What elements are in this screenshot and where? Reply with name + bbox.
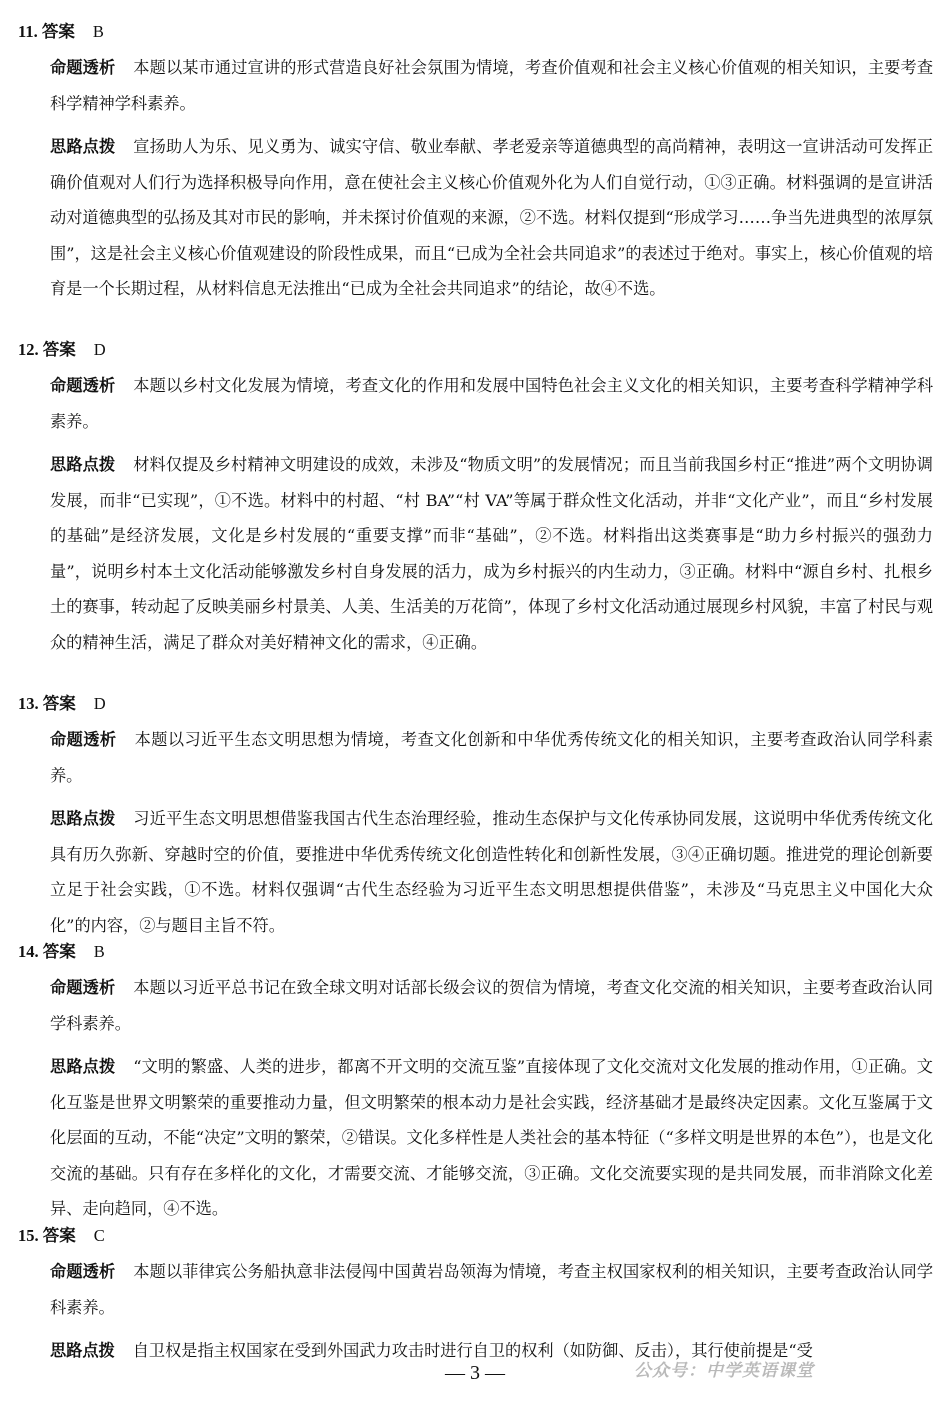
hint-text: 宣扬助人为乐、见义勇为、诚实守信、敬业奉献、孝老爱亲等道德典型的高尚精神，表明这一宣讲活动可发挥正确价值观对人们行为选择积极导向作用，意在使社会主义核心价值观外化为人们自觉行动，①③正确。材料强调的是宣讲活动对道德典型的弘扬及其对市民的影响，并未探讨价值观的来源，②不选。材料仅提到“形成学习……争当先进典型的浓厚氛围”，这是社会主义核心价值观建设的阶段性成果，而且“已成为全社会共同追求”的表述过于绝对。事实上，核心价值观的培育是一个长期过程，从材料信息无法推出“已成为全社会共同追求”的结论，故④不选。 (50, 137, 933, 298)
answer-letter: B (92, 22, 104, 41)
intent-paragraph (50, 970, 933, 1041)
intent-text: 本题以习近平总书记在致全球文明对话部长级会议的贺信为情境，考查文化交流的相关知识，主要考查政治认同学科素养。 (50, 978, 933, 1033)
intent-label: 命题透析 (50, 1262, 116, 1281)
hint-text: “文明的繁盛、人类的进步，都离不开文明的交流互鉴”直接体现了文化交流对文化发展的推动作用，①正确。文化互鉴是世界文明繁荣的重要推动力量，但文明繁荣的根本动力是社会实践，经济基础才是最终决定因素。文化互鉴属于文化层面的互动，不能“决定”文明的繁荣，②错误。文化多样性是人类社会的基本特征（“多样文明是世界的本色”），也是文化交流的基础。只有存在多样化的文化，才需要交流、才能够交流，③正确。文化交流要实现的是共同发展，而非消除文化差异、走向趋同，④不选。 (50, 1057, 933, 1218)
hint-paragraph (50, 129, 933, 307)
hint-label: 思路点拨 (50, 455, 116, 474)
question-number: 15. 答案 (18, 1226, 76, 1245)
hint-text: 自卫权是指主权国家在受到外国武力攻击时进行自卫的权利（如防御、反击），其行使前提是“受 (132, 1341, 813, 1360)
question-head (18, 22, 933, 42)
answer-letter: C (93, 1226, 105, 1245)
answer-letter: D (93, 694, 106, 713)
question-number: 13. 答案 (18, 694, 76, 713)
question-head (18, 340, 933, 360)
question-number: 11. 答案 (18, 22, 75, 41)
intent-paragraph (50, 722, 933, 793)
question-13 (18, 694, 933, 943)
intent-text: 本题以菲律宾公务船执意非法侵闯中国黄岩岛领海为情境，考查主权国家权利的相关知识，主要考查政治认同学科素养。 (50, 1262, 933, 1317)
hint-label: 思路点拨 (50, 1057, 116, 1076)
answer-letter: B (93, 942, 105, 961)
question-11 (18, 22, 933, 307)
question-15 (18, 1226, 933, 1369)
intent-paragraph (50, 368, 933, 439)
intent-text: 本题以某市通过宣讲的形式营造良好社会氛围为情境，考查价值观和社会主义核心价值观的相关知识，主要考查科学精神学科素养。 (50, 58, 933, 113)
intent-label: 命题透析 (50, 376, 116, 395)
question-number: 12. 答案 (18, 340, 76, 359)
intent-label: 命题透析 (50, 978, 116, 997)
watermark: 公众号：中学英语课堂 (634, 1361, 814, 1381)
answer-letter: D (93, 340, 106, 359)
hint-label: 思路点拨 (50, 809, 116, 828)
question-12 (18, 340, 933, 660)
intent-label: 命题透析 (50, 730, 117, 749)
hint-label: 思路点拨 (50, 137, 116, 156)
question-head (18, 1226, 933, 1246)
hint-text: 材料仅提及乡村精神文明建设的成效，未涉及“物质文明”的发展情况；而且当前我国乡村正“推进”两个文明协调发展，而非“已实现”，①不选。材料中的村超、“村 BA”“村 VA”等属于群众性文化活动，并非“文化产业”，而且“乡村发展的基础”是经济发展，文化是乡村发展的“重要支撑”而非“基础”，②不选。材料指出这类赛事是“助力乡村振兴的强劲力量”，说明乡村本土文化活动能够激发乡村自身发展的活力，成为乡村振兴的内生动力，③正确。材料中“源自乡村、扎根乡土的赛事，转动起了反映美丽乡村景美、人美、生活美的万花筒”，体现了乡村文化活动通过展现乡村风貌，丰富了村民与观众的精神生活，满足了群众对美好精神文化的需求，④正确。 (50, 455, 933, 652)
intent-paragraph (50, 1254, 933, 1325)
page-number: — 3 — (445, 1362, 505, 1384)
intent-text: 本题以乡村文化发展为情境，考查文化的作用和发展中国特色社会主义文化的相关知识，主要考查科学精神学科素养。 (50, 376, 933, 431)
question-14 (18, 942, 933, 1227)
hint-paragraph (50, 801, 933, 943)
question-head (18, 694, 933, 714)
intent-label: 命题透析 (50, 58, 116, 77)
question-head (18, 942, 933, 962)
hint-paragraph (50, 447, 933, 660)
question-number: 14. 答案 (18, 942, 76, 961)
hint-label: 思路点拨 (50, 1341, 115, 1360)
intent-paragraph (50, 50, 933, 121)
hint-paragraph (50, 1049, 933, 1227)
hint-text: 习近平生态文明思想借鉴我国古代生态治理经验，推动生态保护与文化传承协同发展，这说明中华优秀传统文化具有历久弥新、穿越时空的价值，要推进中华优秀传统文化创造性转化和创新性发展，③④正确切题。推进党的理论创新要立足于社会实践，①不选。材料仅强调“古代生态经验为习近平生态文明思想提供借鉴”，未涉及“马克思主义中国化大众化”的内容，②与题目主旨不符。 (50, 809, 933, 935)
intent-text: 本题以习近平生态文明思想为情境，考查文化创新和中华优秀传统文化的相关知识，主要考查政治认同学科素养。 (50, 730, 934, 785)
